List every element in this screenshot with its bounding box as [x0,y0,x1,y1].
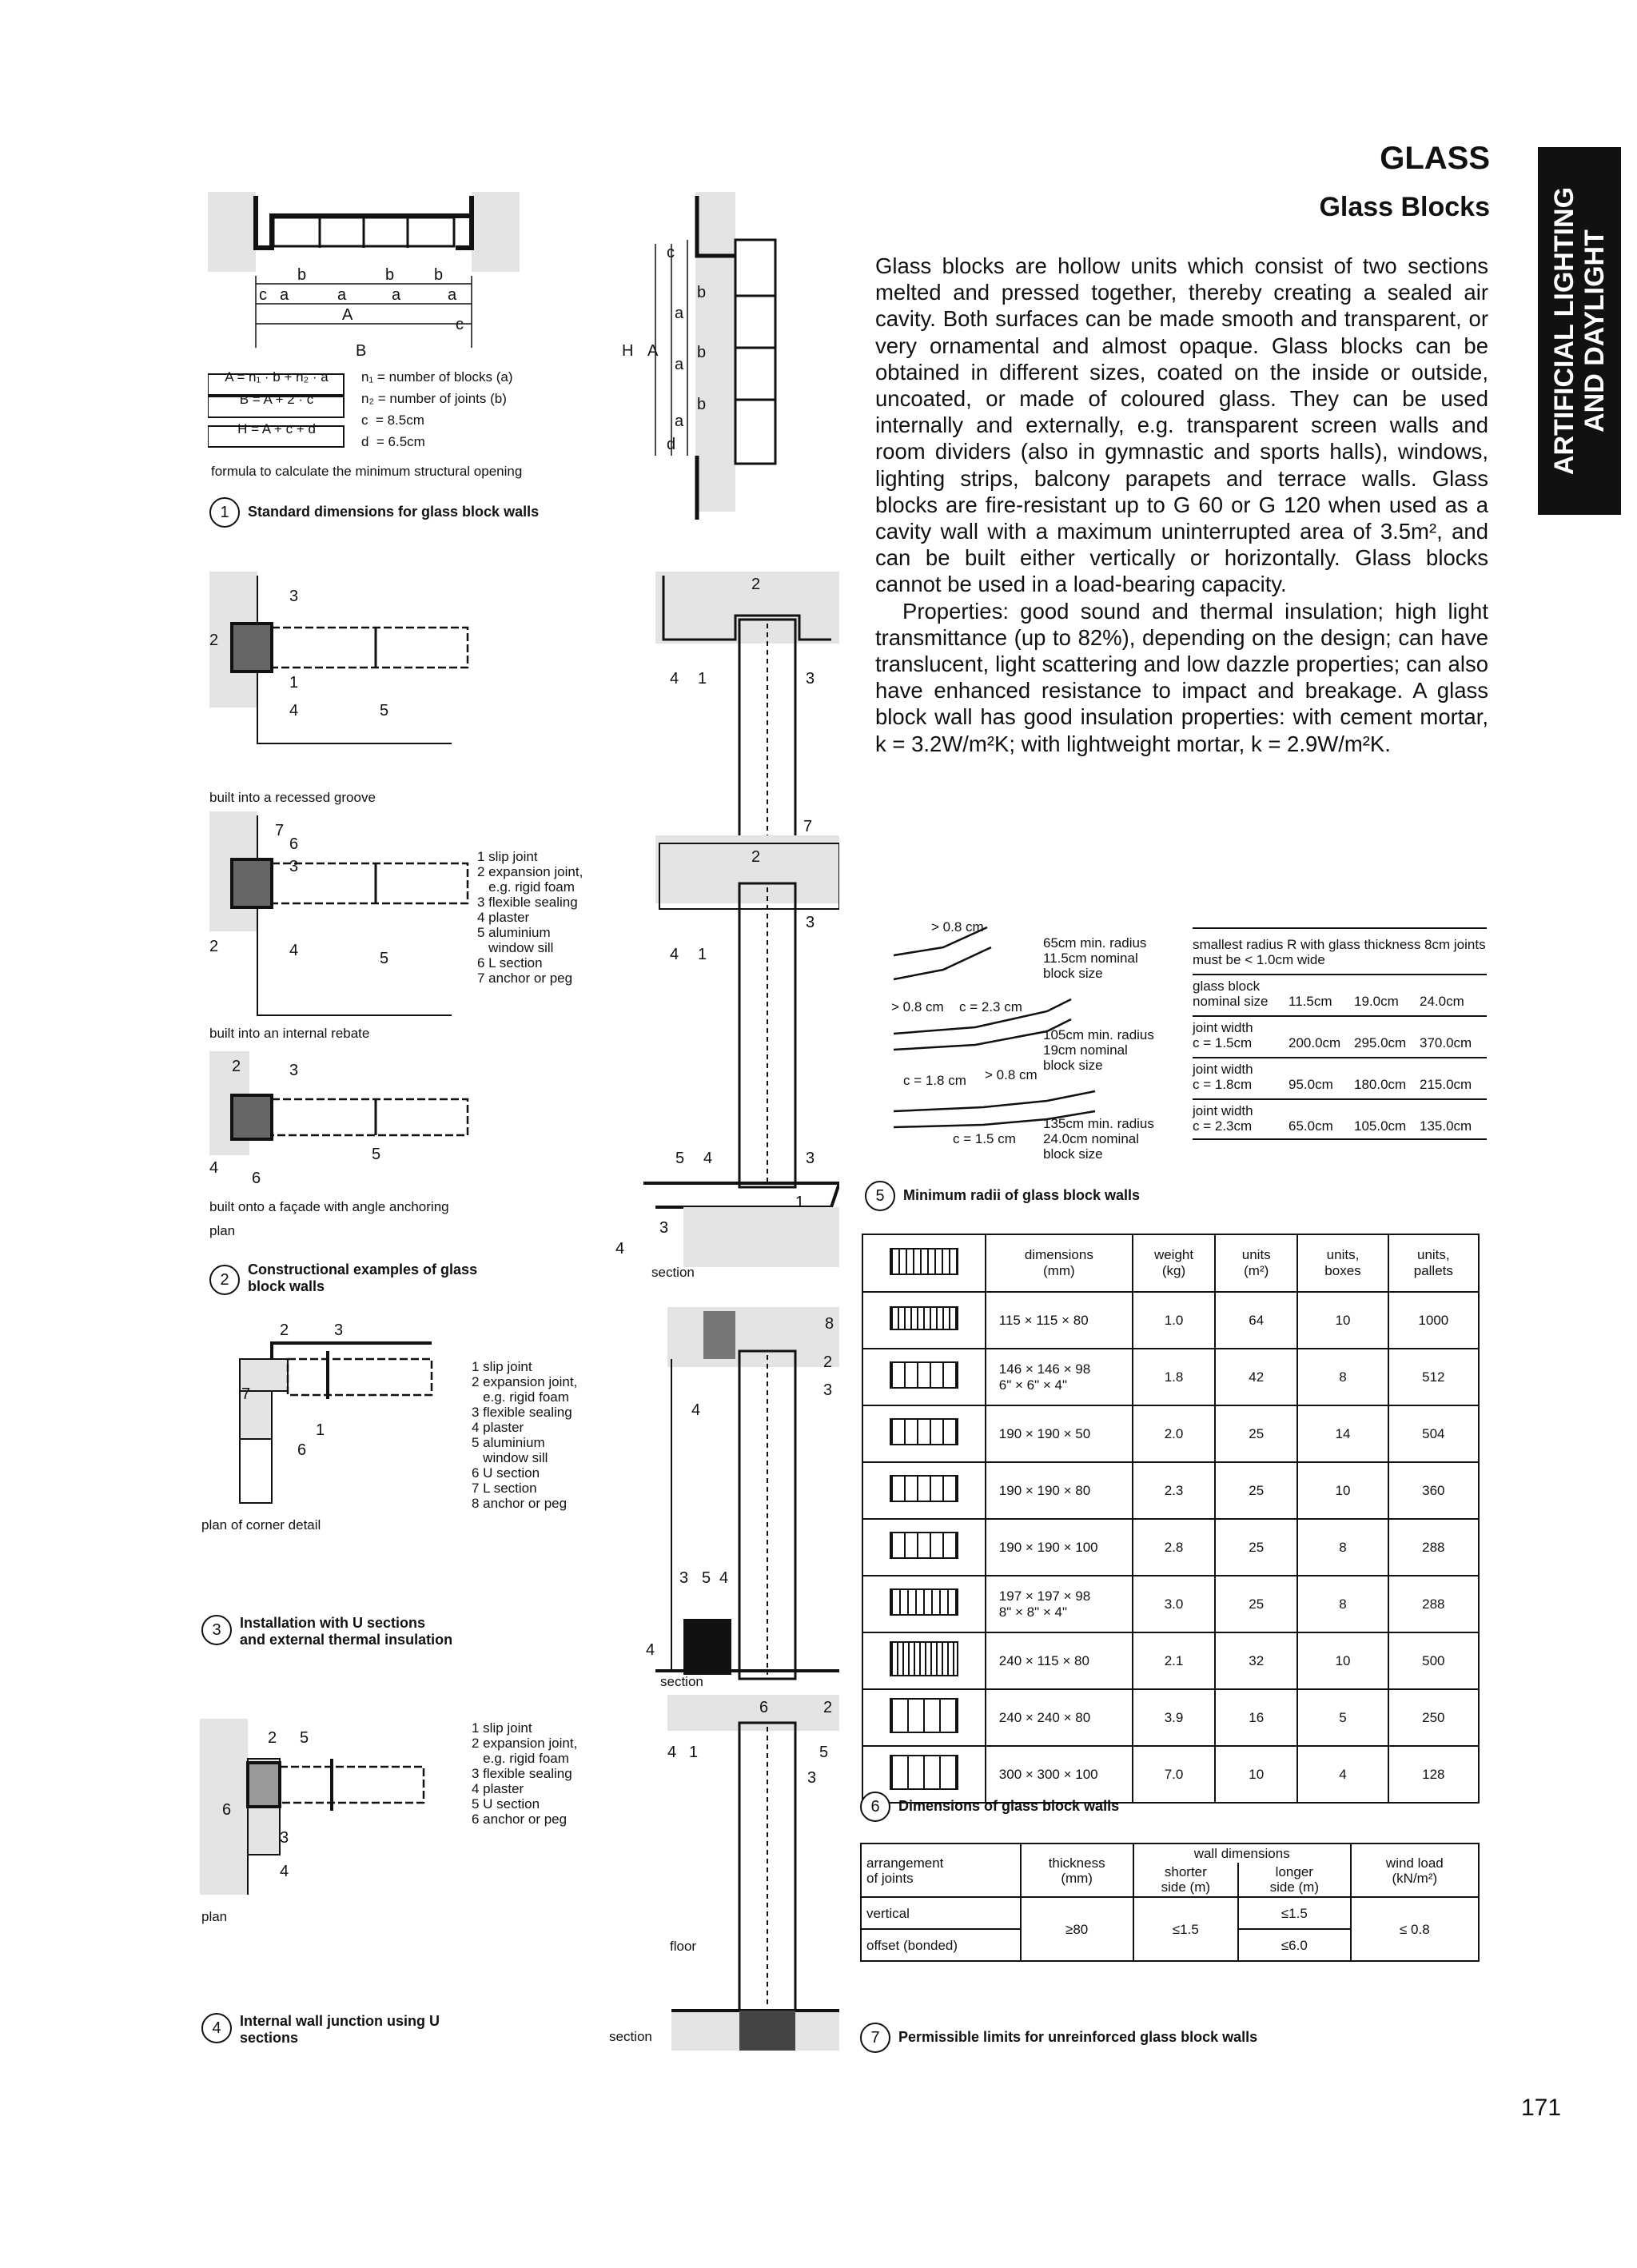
fig6-pallets: 512 [1388,1349,1479,1405]
legend-item: 1 slip joint [472,1359,532,1374]
fig2-plan-label: plan [209,1223,236,1238]
fig6-pallets: 360 [1388,1462,1479,1519]
legend-item: 5 aluminium [477,925,551,940]
svg-text:2: 2 [751,576,761,593]
fig6-header-icon [862,1234,986,1292]
fig6-units-m2: 25 [1215,1519,1297,1576]
fig7-row-offset: offset (bonded) [861,1929,1021,1961]
fig6-boxes: 5 [1297,1689,1388,1746]
fig6-weight: 2.8 [1133,1519,1215,1576]
svg-text:3: 3 [289,1062,299,1079]
fig6-dims: 197 × 197 × 98 8" × 8" × 4" [986,1576,1133,1632]
fig6-weight: 3.9 [1133,1689,1215,1746]
fig6-weight: 2.3 [1133,1462,1215,1519]
svg-text:4: 4 [670,946,679,963]
fig5-r2c: block size [1043,1058,1103,1073]
fig1-label-a: a [675,413,684,430]
svg-text:3: 3 [334,1321,344,1339]
fig6-units-m2: 10 [1215,1746,1297,1803]
fig3-caption-text [240,1615,452,1648]
table-row [862,1349,1479,1405]
fig6-weight: 3.0 [1133,1576,1215,1632]
fig6-units-m2: 32 [1215,1632,1297,1689]
fig6-header: dimensions (mm) [986,1234,1133,1292]
legend-item: 6 U section [472,1465,540,1481]
legend-item: 1 slip joint [477,849,538,864]
page-subtitle: Glass Blocks [1319,192,1490,222]
fig6-units-m2: 25 [1215,1576,1297,1632]
fig4-caption-text [240,2013,440,2047]
fig6-pallets: 500 [1388,1632,1479,1689]
fig6-units-m2: 64 [1215,1292,1297,1349]
fig5-c18: c = 1.8 cm [903,1073,966,1088]
fig7-header-wind: wind load (kN/m²) [1351,1843,1479,1897]
glass-block-icon [862,1689,986,1746]
page-title: GLASS [1380,141,1490,176]
svg-text:3: 3 [659,1219,669,1237]
legend-item: 3 flexible sealing [472,1766,572,1781]
fig4-section-label: section [609,2029,652,2044]
fig5-cell: 24.0cm [1420,994,1464,1009]
fig5-gap-2: > 0.8 cm [891,999,944,1014]
fig1-caption-text: Standard dimensions for glass block walls [248,504,540,520]
table-row [862,1292,1479,1349]
svg-text:4: 4 [691,1401,701,1419]
svg-text:2: 2 [280,1321,289,1339]
legend-item: e.g. rigid foam [472,1751,569,1766]
fig6-table [862,1234,1480,1804]
legend-item: 3 flexible sealing [477,895,578,910]
svg-text:6: 6 [222,1801,232,1819]
fig4-legend [472,1720,577,1827]
glass-block-icon [862,1349,986,1405]
fig1-definition: n₁ = number of blocks (a) [361,369,513,385]
fig7-row-vertical: vertical [861,1897,1021,1929]
fig1-caption [209,497,539,528]
glass-block-icon [862,1519,986,1576]
legend-item: 4 plaster [477,910,530,925]
fig6-header: weight (kg) [1133,1234,1215,1292]
svg-text:4: 4 [646,1641,655,1659]
fig6-boxes: 10 [1297,1292,1388,1349]
svg-text:4: 4 [667,1744,677,1761]
fig5-cell: 11.5cm [1288,994,1332,1009]
svg-text:3: 3 [806,1150,815,1167]
intro-text [875,253,1488,757]
fig5-row-label: joint width c = 1.8cm [1193,1062,1253,1092]
fig6-header: units, pallets [1388,1234,1479,1292]
fig7-caption [860,2023,1257,2053]
fig2-sub1: built into a recessed groove [209,790,376,805]
legend-item: 5 U section [472,1796,540,1812]
fig7-header-thickness: thickness (mm) [1021,1843,1133,1897]
fig6-dims: 240 × 240 × 80 [986,1689,1133,1746]
table-row [862,1576,1479,1632]
fig5-number: 5 [865,1181,895,1211]
fig7-header-shorter: shorter side (m) [1133,1863,1238,1897]
glass-block-icon [862,1405,986,1462]
fig5-cell: 135.0cm [1420,1118,1472,1134]
fig5-c15: c = 1.5 cm [953,1131,1016,1146]
svg-text:1: 1 [698,670,707,688]
fig4-number: 4 [201,2013,232,2043]
fig3-caption-line: and external thermal insulation [240,1632,453,1648]
svg-text:5: 5 [380,950,389,967]
fig5-table [1193,927,1487,1140]
fig6-weight: 1.0 [1133,1292,1215,1349]
fig5-cell: 295.0cm [1354,1035,1407,1050]
svg-text:3: 3 [280,1829,289,1847]
fig4-caption-line: sections [240,2030,299,2046]
fig7-header-wall-dims: wall dimensions [1133,1843,1351,1863]
svg-text:5: 5 [300,1729,309,1747]
svg-text:6: 6 [759,1699,769,1716]
legend-item: 3 flexible sealing [472,1405,572,1420]
fig6-dims: 190 × 190 × 100 [986,1519,1133,1576]
legend-item: 2 expansion joint, [477,864,584,879]
fig5-drawing [887,915,1191,1163]
fig5-cell: 180.0cm [1354,1077,1407,1092]
svg-text:2: 2 [823,1353,833,1371]
legend-item: window sill [477,940,554,955]
fig5-row [1193,1098,1487,1140]
svg-text:5: 5 [372,1146,381,1163]
fig1-number: 1 [209,497,240,528]
fig6-boxes: 8 [1297,1576,1388,1632]
fig6-boxes: 10 [1297,1462,1388,1519]
fig5-caption-text: Minimum radii of glass block walls [903,1187,1141,1203]
fig2-sub2: built into an internal rebate [209,1026,370,1041]
fig6-header: units, boxes [1297,1234,1388,1292]
fig6-dims: 115 × 115 × 80 [986,1292,1133,1349]
fig1-label-c: c [259,286,267,304]
fig5-caption [865,1181,1140,1211]
fig7-wind: ≤ 0.8 [1351,1897,1479,1961]
svg-text:3: 3 [807,1769,817,1787]
fig5-c23: c = 2.3 cm [959,999,1022,1014]
legend-item: 7 L section [472,1481,537,1496]
fig6-units-m2: 42 [1215,1349,1297,1405]
fig1-label-a: a [280,286,289,304]
svg-text:2: 2 [268,1729,277,1747]
fig1-label-b: b [434,266,444,284]
fig6-pallets: 504 [1388,1405,1479,1462]
fig6-header-row [862,1234,1479,1292]
svg-text:4: 4 [289,702,299,719]
fig7-caption-text: Permissible limits for unreinforced glass block walls [898,2029,1258,2045]
svg-text:1: 1 [795,1194,805,1211]
fig3-caption-line: Installation with U sections [240,1615,426,1631]
table-row [862,1689,1479,1746]
svg-text:2: 2 [209,938,219,955]
svg-text:7: 7 [275,822,285,839]
fig6-caption-text: Dimensions of glass block walls [898,1798,1120,1814]
fig6-weight: 2.0 [1133,1405,1215,1462]
svg-text:1: 1 [698,946,707,963]
fig6-boxes: 14 [1297,1405,1388,1462]
legend-item: 1 slip joint [472,1720,532,1736]
fig7-header-longer: longer side (m) [1238,1863,1351,1897]
table-row [862,1632,1479,1689]
fig2-legend [477,849,583,986]
svg-text:1: 1 [689,1744,699,1761]
svg-text:5: 5 [380,702,389,719]
fig4-caption-line: Internal wall junction using U [240,2013,440,2029]
legend-item: 7 anchor or peg [477,971,573,986]
svg-text:2: 2 [751,848,761,866]
fig2-caption-text: Constructional examples of glass block walls [248,1262,478,1294]
svg-text:8: 8 [825,1315,834,1333]
fig6-pallets: 288 [1388,1576,1479,1632]
fig3-section-label: section [660,1674,703,1689]
fig4-caption [201,2013,440,2047]
svg-text:7: 7 [241,1385,251,1403]
fig7-header-arrangement: arrangement of joints [861,1843,1021,1897]
svg-text:6: 6 [289,835,299,853]
fig5-row [1193,1057,1487,1092]
fig5-cell: 19.0cm [1354,994,1399,1009]
fig7-shorter: ≤1.5 [1133,1897,1238,1961]
fig5-cell: 105.0cm [1354,1118,1407,1134]
fig1-label-b: b [697,284,707,301]
glass-block-icon [862,1462,986,1519]
fig1-label-c: c [667,244,675,261]
svg-text:2: 2 [209,632,219,649]
fig6-weight: 1.8 [1133,1349,1215,1405]
fig6-caption [860,1792,1119,1822]
svg-text:3: 3 [679,1569,689,1587]
fig6-boxes: 4 [1297,1746,1388,1803]
fig1-label-H: H [622,342,634,360]
svg-text:4: 4 [289,942,299,959]
fig2-section-label: section [651,1265,695,1280]
svg-text:3: 3 [806,914,815,931]
fig5-r2b: 19cm nominal [1043,1042,1128,1058]
fig1-label-c: c [456,316,464,333]
fig2-caption [209,1262,496,1295]
svg-text:7: 7 [803,818,813,835]
glass-block-icon [862,1632,986,1689]
fig1-label-B: B [356,342,367,360]
table-row [862,1519,1479,1576]
fig6-dims: 240 × 115 × 80 [986,1632,1133,1689]
fig6-pallets: 128 [1388,1746,1479,1803]
fig5-cell: 370.0cm [1420,1035,1472,1050]
fig7-thickness: ≥80 [1021,1897,1133,1961]
fig1-label-a: a [448,286,457,304]
table-row [862,1405,1479,1462]
fig5-r1c: block size [1043,966,1103,981]
fig5-row-label: joint width c = 2.3cm [1193,1103,1253,1134]
fig6-boxes: 8 [1297,1349,1388,1405]
fig6-pallets: 288 [1388,1519,1479,1576]
fig1-label-A: A [647,342,659,360]
fig3-legend [472,1359,577,1511]
intro-paragraph-2: Properties: good sound and thermal insulation; high light transmittance (up to 82%), depending on the design; can have translucent, light scattering and low dazzle properties; can also have enhanced resistance to impact and breakage. A glass block wall has good insulation properties: with cement mortar, k = 3.2W/m²K; with lightweight mortar, k = 2.9W/m²K. [875,598,1488,756]
fig1-formula-1: A = n₁ · b + n₂ · a [225,369,329,385]
fig5-r1a: 65cm min. radius [1043,935,1147,951]
fig5-cell: 95.0cm [1288,1077,1333,1092]
fig4-floor-label: floor [670,1939,697,1954]
fig1-formula-2: B = A + 2 · c [239,392,314,407]
fig5-cell: 215.0cm [1420,1077,1472,1092]
svg-text:4: 4 [615,1240,625,1258]
fig6-dims: 190 × 190 × 80 [986,1462,1133,1519]
fig1-definition: n₂ = number of joints (b) [361,391,507,406]
fig1-definition: d = 6.5cm [361,434,425,449]
section-tab-label: ARTIFICIAL LIGHTING AND DAYLIGHT [1549,186,1610,476]
fig6-pallets: 1000 [1388,1292,1479,1349]
glass-block-icon [862,1292,986,1349]
fig1-label-a: a [675,305,684,322]
svg-text:6: 6 [252,1170,261,1187]
fig5-r1b: 11.5cm nominal [1043,951,1138,966]
fig6-boxes: 8 [1297,1519,1388,1576]
fig1-label-A: A [342,306,353,324]
legend-item: e.g. rigid foam [477,879,575,895]
legend-item: e.g. rigid foam [472,1389,569,1405]
fig5-r3b: 24.0cm nominal [1043,1131,1140,1146]
fig5-r3c: block size [1043,1146,1103,1162]
fig5-gap-3: > 0.8 cm [985,1067,1038,1082]
fig3-sub: plan of corner detail [201,1517,321,1533]
svg-text:3: 3 [823,1381,833,1399]
fig5-r3a: 135cm min. radius [1043,1116,1154,1131]
fig2-sub3: built onto a façade with angle anchoring [209,1199,449,1214]
fig6-weight: 7.0 [1133,1746,1215,1803]
fig6-units-m2: 16 [1215,1689,1297,1746]
glass-block-icon [890,1248,958,1275]
svg-text:5: 5 [675,1150,685,1167]
fig6-dims: 190 × 190 × 50 [986,1405,1133,1462]
fig5-gap-1: > 0.8 cm [931,919,984,935]
table-row [862,1462,1479,1519]
svg-text:5: 5 [702,1569,711,1587]
legend-item: 4 plaster [472,1420,524,1435]
fig6-boxes: 10 [1297,1632,1388,1689]
fig6-number: 6 [860,1792,890,1822]
fig1-label-b: b [697,344,707,361]
fig4-plan-label: plan [201,1909,228,1924]
page-number: 171 [1521,2095,1562,2121]
svg-text:3: 3 [806,670,815,688]
fig1-note: formula to calculate the minimum structural opening [211,464,523,479]
fig1-label-d: d [667,436,676,453]
fig5-r2a: 105cm min. radius [1043,1027,1154,1042]
svg-text:4: 4 [209,1159,219,1177]
fig5-row-label: glass block nominal size [1193,979,1269,1009]
glass-block-icon [862,1576,986,1632]
fig7-number: 7 [860,2023,890,2053]
fig1-label-a: a [392,286,401,304]
fig1-label-a: a [337,286,347,304]
legend-item: 8 anchor or peg [472,1496,568,1511]
svg-text:3: 3 [289,858,299,875]
fig5-row-label: joint width c = 1.5cm [1193,1020,1253,1050]
fig5-table-heading: smallest radius R with glass thickness 8cm joints must be < 1.0cm wide [1193,927,1487,967]
legend-item: 6 L section [477,955,543,971]
svg-text:4: 4 [670,670,679,688]
fig6-units-m2: 25 [1215,1462,1297,1519]
fig7-longer-vertical: ≤1.5 [1238,1897,1351,1929]
fig1-label-a: a [675,356,684,373]
fig5-row [1193,1015,1487,1050]
table-row [861,1897,1479,1929]
svg-text:2: 2 [232,1058,241,1075]
svg-text:4: 4 [719,1569,729,1587]
fig5-cell: 200.0cm [1288,1035,1341,1050]
fig6-dims: 300 × 300 × 100 [986,1746,1133,1803]
svg-text:2: 2 [823,1699,833,1716]
legend-item: 4 plaster [472,1781,524,1796]
fig1-formula-3: H = A + c + d [237,421,316,436]
fig2-number: 2 [209,1265,240,1295]
legend-item: 2 expansion joint, [472,1374,578,1389]
svg-text:3: 3 [289,588,299,605]
svg-text:4: 4 [703,1150,713,1167]
fig5-cell: 65.0cm [1288,1118,1333,1134]
legend-item: 6 anchor or peg [472,1812,568,1827]
fig6-dims: 146 × 146 × 98 6" × 6" × 4" [986,1349,1133,1405]
fig1-label-b: b [385,266,395,284]
fig1-definition: c = 8.5cm [361,413,424,428]
fig6-units-m2: 25 [1215,1405,1297,1462]
legend-item: 5 aluminium [472,1435,545,1450]
svg-text:5: 5 [819,1744,829,1761]
fig1-definitions [361,369,513,449]
table-row [861,1843,1479,1863]
intro-paragraph-1: Glass blocks are hollow units which consist of two sections melted and pressed together, thereby creating a sealed air cavity. Both surfaces can be made smooth and transparent, or very ornamental and almost opaque. Glass blocks can be obtained in different sizes, coated on the inside or outside, uncoated, or made of coloured glass. They can be used internally and externally, e.g. transparent screen walls and room dividers (also in gymnastic and sports halls), windows, lighting strips, balcony parapets and terrace walls. Glass blocks are fire-resistant up to G 60 or G 120 when used as a cavity wall with a maximum uninterrupted area of 3.5m², and can be built either vertically or horizontally. Glass blocks cannot be used in a load-bearing capacity. [875,253,1488,597]
svg-text:1: 1 [316,1421,325,1439]
fig6-header: units (m²) [1215,1234,1297,1292]
svg-text:1: 1 [289,674,299,692]
fig5-row [1193,974,1487,1009]
fig7-longer-offset: ≤6.0 [1238,1929,1351,1961]
svg-text:6: 6 [297,1441,307,1459]
fig6-pallets: 250 [1388,1689,1479,1746]
legend-item: window sill [472,1450,548,1465]
fig3-number: 3 [201,1615,232,1645]
fig1-label-b: b [297,266,307,284]
fig3-caption [201,1615,452,1648]
svg-text:4: 4 [280,1863,289,1880]
fig7-table [860,1843,1480,1962]
section-tab [1538,147,1621,515]
fig6-weight: 2.1 [1133,1632,1215,1689]
fig1-label-b: b [697,396,707,413]
legend-item: 2 expansion joint, [472,1736,578,1751]
